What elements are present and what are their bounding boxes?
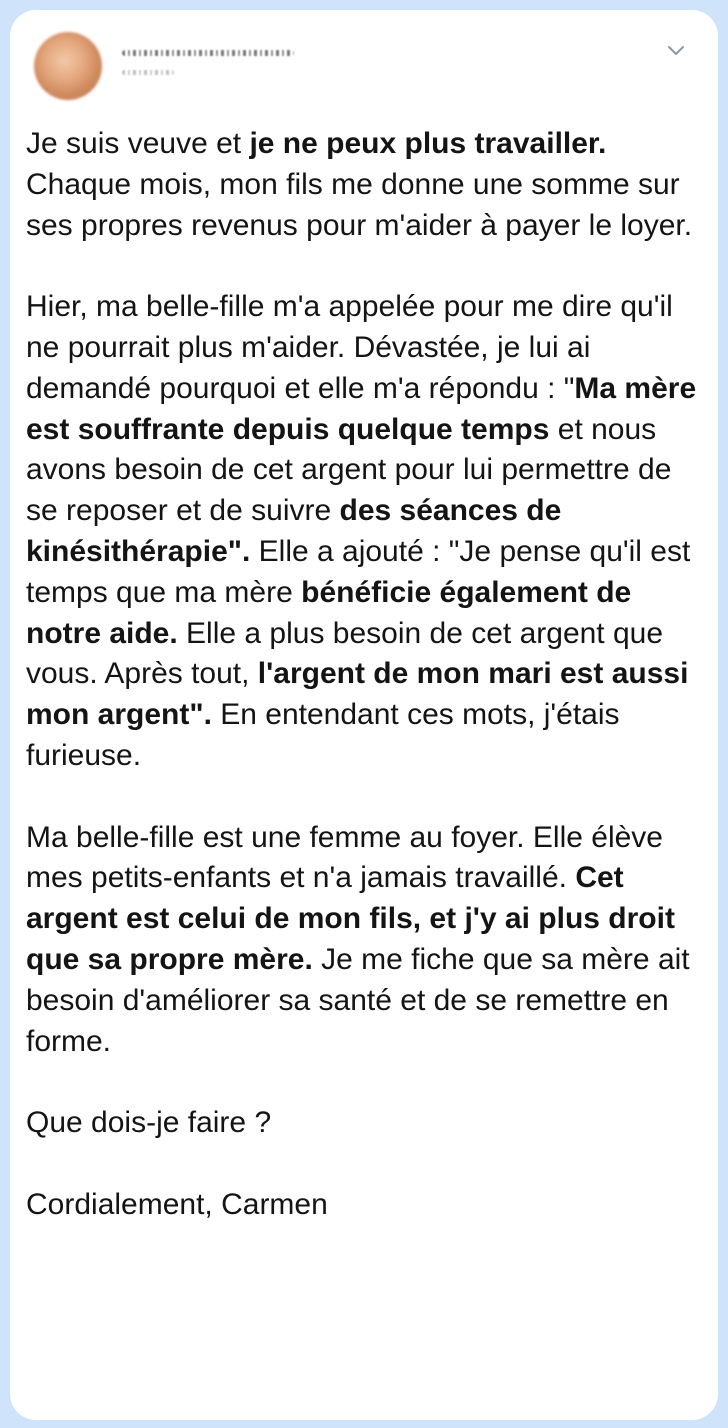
tweet-paragraph-3 — [26, 818, 702, 1063]
tweet-paragraph-1 — [26, 124, 702, 246]
text-segment: Cordialement, Carmen — [26, 1187, 328, 1221]
text-segment: Que dois-je faire ? — [26, 1106, 272, 1140]
author-handle-obscured — [122, 70, 174, 75]
text-segment: Elle a ajouté : "Je pense qu'il est temps que ma mère — [26, 534, 691, 609]
bold-text-segment: l'argent de mon mari est aussi mon argent". — [26, 657, 689, 732]
text-segment: Hier, ma belle-fille m'a appelée pour me dire qu'il ne pourrait plus m'aider. Dévastée, je lui ai demandé pourquoi et elle m'a répondu : " — [26, 290, 673, 405]
text-segment: et nous avons besoin de cet argent pour lui permettre de se reposer et de suivre — [26, 412, 672, 528]
chevron-down-icon[interactable] — [666, 40, 686, 60]
bold-text-segment: je ne peux plus travailler. — [249, 127, 607, 160]
tweet-paragraph-5 — [26, 1185, 702, 1226]
text-segment: Ma belle-fille est une femme au foyer. Elle élève mes petits-enfants et n'a jamais travaillé. — [26, 820, 663, 895]
bold-text-segment: des séances de kinésithérapie". — [26, 494, 562, 568]
text-segment: Chaque mois, mon fils me donne une somme sur ses propres revenus pour m'aider à payer le loyer. — [26, 167, 693, 242]
author-name-obscured — [122, 50, 294, 56]
text-segment: En entendant ces mots, j'étais furieuse. — [26, 698, 620, 772]
tweet-card — [10, 10, 718, 1420]
tweet-paragraph-4 — [26, 1103, 702, 1144]
text-segment: Elle a plus besoin de cet argent que vous. Après tout, — [26, 616, 664, 691]
text-segment: Je suis veuve et — [26, 127, 250, 160]
bold-text-segment: bénéficie également de notre aide. — [26, 575, 632, 650]
text-segment: Je me fiche que sa mère ait besoin d'améliorer sa santé et de se remettre en forme. — [26, 942, 690, 1058]
bold-text-segment: Ma mère est souffrante depuis quelque temps — [26, 371, 697, 446]
avatar[interactable] — [34, 32, 102, 100]
author-info[interactable] — [122, 44, 294, 75]
tweet-paragraph-2 — [26, 287, 702, 777]
bold-text-segment: Cet argent est celui de mon fils, et j'y ai plus droit que sa propre mère. — [26, 861, 675, 976]
tweet-text — [26, 124, 702, 1226]
